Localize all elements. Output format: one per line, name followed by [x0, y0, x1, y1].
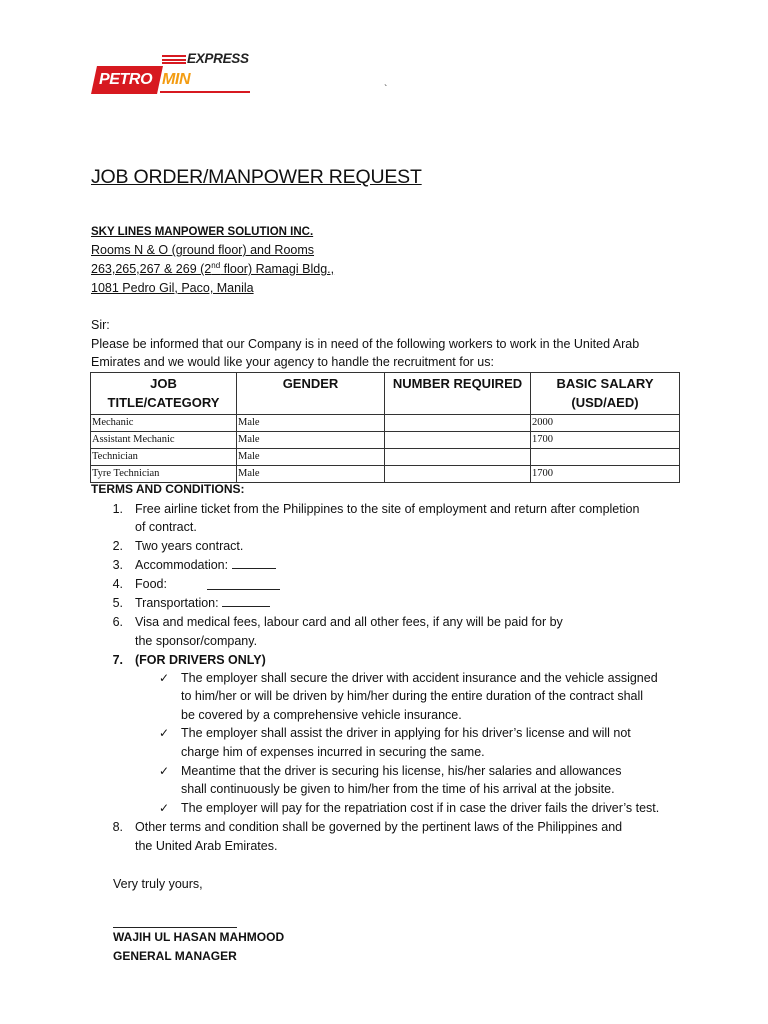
- logo-underline: [160, 91, 250, 93]
- table-row: [91, 415, 680, 432]
- term-number: 3.: [112, 558, 123, 572]
- term-1-line-2: of contract.: [135, 520, 197, 534]
- job-order-table: [90, 372, 680, 483]
- page-title: JOB ORDER/MANPOWER REQUEST: [91, 166, 422, 188]
- cell-gender: Male: [237, 449, 385, 466]
- salutation: Sir:: [91, 318, 110, 332]
- cell-gender: Male: [237, 432, 385, 449]
- stray-mark: `: [384, 84, 388, 95]
- logo-min-text: MIN: [162, 71, 191, 88]
- cell-job-title: Technician: [91, 449, 237, 466]
- term-number: 4.: [112, 577, 123, 591]
- driver-term-2-line-1: The employer shall assist the driver in applying for his driver’s license and will not: [181, 726, 631, 740]
- address-line-2-pre: 263,265,267 & 269 (2: [91, 262, 212, 276]
- driver-term-2-line-2: charge him of expenses incurred in securing the same.: [181, 745, 485, 759]
- cell-job-title: Assistant Mechanic: [91, 432, 237, 449]
- check-icon: ✓: [159, 801, 170, 815]
- cell-basic-salary: [531, 449, 680, 466]
- term-5-label: Transportation:: [135, 596, 219, 610]
- cell-gender: Male: [237, 466, 385, 483]
- logo-petro-text: PETRO: [99, 71, 153, 88]
- term-8-line-1: Other terms and condition shall be governed by the pertinent laws of the Philippines and: [135, 820, 623, 834]
- cell-basic-salary: 2000: [531, 415, 680, 432]
- term-4-label: Food:: [135, 577, 167, 591]
- term-5-text: [135, 594, 270, 612]
- logo-express-text: EXPRESS: [187, 51, 249, 66]
- driver-term-4-line-1: The employer will pay for the repatriation cost if in case the driver fails the driver’s test.: [181, 801, 660, 815]
- term-3-label: Accommodation:: [135, 558, 229, 572]
- table-row: [91, 466, 680, 483]
- term-1-line-1: Free airline ticket from the Philippines to the site of employment and return after completion: [135, 502, 640, 516]
- intro-line-1: Please be informed that our Company is in need of the following workers to work in the United Arab: [91, 337, 640, 351]
- cell-number-required: [385, 432, 531, 449]
- address-line-2-sup: nd: [211, 260, 221, 270]
- check-icon: ✓: [159, 671, 170, 685]
- term-8-line-2: the United Arab Emirates.: [135, 839, 278, 853]
- table-header-row: [91, 373, 680, 415]
- term-number: 1.: [112, 502, 123, 516]
- header-basic-salary: BASIC SALARY (USD/AED): [531, 373, 680, 415]
- address-line-2: [91, 260, 334, 278]
- term-number: 7.: [112, 653, 123, 667]
- check-icon: ✓: [159, 764, 170, 778]
- cell-gender: Male: [237, 415, 385, 432]
- company-name: SKY LINES MANPOWER SOLUTION INC.: [91, 226, 314, 238]
- closing: Very truly yours,: [113, 877, 203, 891]
- cell-number-required: [385, 415, 531, 432]
- cell-number-required: [385, 466, 531, 483]
- term-number: 8.: [112, 820, 123, 834]
- food-blank: [207, 577, 280, 590]
- header-gender: GENDER: [237, 373, 385, 415]
- term-6-line-1: Visa and medical fees, labour card and all other fees, if any will be paid for by: [135, 615, 563, 629]
- header-job-title: JOB TITLE/CATEGORY: [91, 373, 237, 415]
- address-line-3: 1081 Pedro Gil, Paco, Manila: [91, 281, 254, 295]
- driver-term-3-line-1: Meantime that the driver is securing his license, his/her salaries and allowances: [181, 764, 622, 778]
- header-number-required: NUMBER REQUIRED: [385, 373, 531, 415]
- address-line-1: Rooms N & O (ground floor) and Rooms: [91, 243, 315, 257]
- accommodation-blank: [232, 556, 276, 569]
- cell-basic-salary: 1700: [531, 432, 680, 449]
- cell-basic-salary: 1700: [531, 466, 680, 483]
- table-row: [91, 432, 680, 449]
- term-7-heading: (FOR DRIVERS ONLY): [135, 653, 266, 667]
- address-line-2-post: floor) Ramagi Bldg.,: [220, 262, 335, 276]
- terms-heading: TERMS AND CONDITIONS:: [91, 482, 245, 496]
- term-number: 5.: [112, 596, 123, 610]
- term-6-line-2: the sponsor/company.: [135, 634, 258, 648]
- signatory-name: WAJIH UL HASAN MAHMOOD: [113, 930, 285, 944]
- cell-number-required: [385, 449, 531, 466]
- term-2-text: Two years contract.: [135, 539, 244, 553]
- driver-term-1-line-1: The employer shall secure the driver with accident insurance and the vehicle assigned: [181, 671, 658, 685]
- term-3-text: [135, 556, 276, 574]
- logo-stripes-icon: [162, 55, 186, 67]
- driver-term-3-line-2: shall continuously be given to him/her from the time of his arrival at the jobsite.: [181, 782, 615, 796]
- intro-line-2: Emirates and we would like your agency to handle the recruitment for us:: [91, 355, 494, 369]
- check-icon: ✓: [159, 726, 170, 740]
- transportation-blank: [222, 594, 270, 607]
- signatory-title: GENERAL MANAGER: [113, 949, 237, 963]
- petromin-express-logo: [94, 50, 254, 98]
- term-number: 2.: [112, 539, 123, 553]
- driver-term-1-line-3: be covered by a comprehensive vehicle insurance.: [181, 708, 462, 722]
- driver-term-1-line-2: to him/her or will be driven by him/her during the entire duration of the contract shall: [181, 689, 644, 703]
- cell-job-title: Mechanic: [91, 415, 237, 432]
- table-row: [91, 449, 680, 466]
- cell-job-title: Tyre Technician: [91, 466, 237, 483]
- term-number: 6.: [112, 615, 123, 629]
